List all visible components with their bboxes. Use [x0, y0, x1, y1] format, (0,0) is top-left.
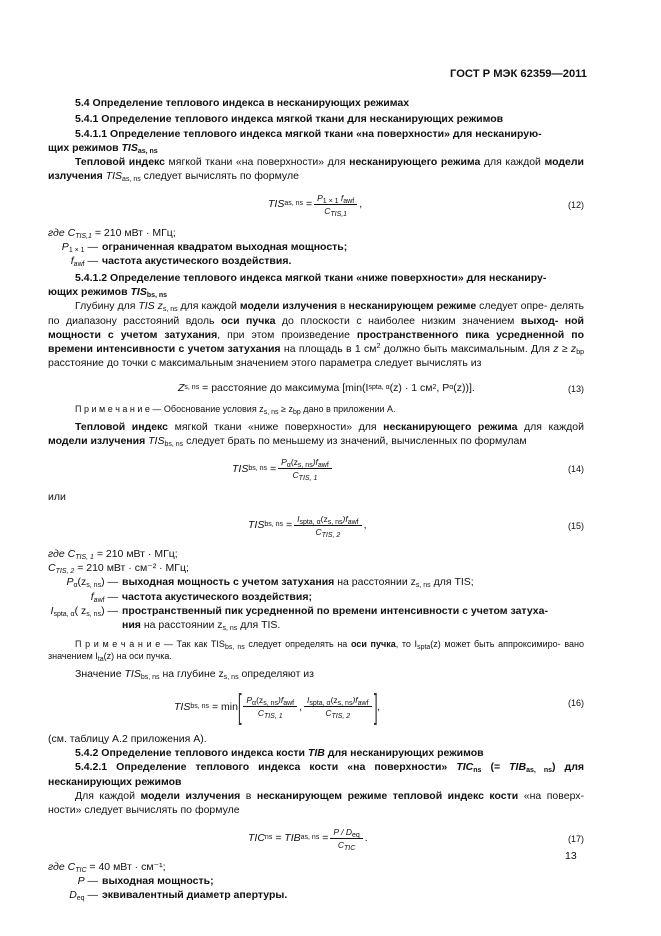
note-2: П р и м е ч а н и е — Так как $TIS_{bs, ns}$ следует определять на оси пучка, то $I_{spta}(z)$ может быть аппроксимиро- вано значением $I_{ta}(z)$ на оси пучка.: [48, 639, 584, 664]
page-header: ГОСТ Р МЭК 62359—2011: [450, 68, 587, 80]
equation-14: TIS bs, ns = $P_\alpha(z_{s, ns})f_{awf}$ $C_{TIS, 1}$ (14): [232, 457, 584, 483]
definitions-eq14-15: где $C_{TIS, 1} = 210$ мВт · МГц; $C_{TIS, 2} = 210$ мВт · см⁻² · МГц; $P_\alpha(z_{s, ns})$ — выходная мощность с учетом затухания на расстоянии $z_{s, ns}$ для TIS; $f_{awf}$ — частота акустического воздействия; $I_{spta, \alpha}$( $z_{s, ns}$) — пространственный пик усредненной по времени интенсивности с учетом затуха- ния на расстоянии $z_{s, ns}$ для TIS.: [48, 547, 548, 633]
paragraph-tis-as: Тепловой индекс мягкой ткани «на поверхности» для несканирующего режима для каждой модели излучения $TIS_{as, ns}$ следует вычислять по формуле: [48, 156, 585, 184]
paragraph-tis-value: Значение $TIS_{bs, ns}$ на глубине $z_{s, ns}$ определяют из: [75, 668, 314, 682]
section-5-4-2-heading: 5.4.2 Определение теплового индекса кости TIB для несканирующих режимов: [75, 747, 484, 760]
paragraph-tic: Для каждой модели излучения в несканирующем режиме тепловой индекс кости «на поверх- ности» следует вычислять по формуле: [48, 789, 585, 817]
equation-12-number: (12): [567, 199, 584, 210]
equation-15-number: (15): [567, 520, 584, 531]
section-5-4-1-1-heading: 5.4.1.1 Определение теплового индекса мягкой ткани «на поверхности» для несканирую-: [75, 127, 542, 140]
section-5-4-2-1-heading: 5.4.2.1 Определение теплового индекса кости «на поверхности» $TIC_{ns}$ (= $TIB_{as, ns}$) для несканирующих режимов: [48, 761, 585, 788]
paragraph-table-ref: (см. таблицу А.2 приложения А).: [48, 732, 207, 745]
note-1: П р и м е ч а н и е — Обоснование условия $z_{s, ns} \ge z_{bp}$ дано в приложении А.: [75, 403, 396, 416]
section-5-4-1-1-heading-cont: щих режимов $TIS_{as, ns}$: [48, 141, 158, 155]
equation-17: TIC ns = TIB as, ns = P / $D_{eq}$ $C_{TIC}$ . (17): [248, 826, 584, 852]
equation-14-number: (14): [567, 464, 584, 475]
section-5-4-1-heading: 5.4.1 Определение теплового индекса мягкой ткани для несканирующих режимов: [75, 113, 504, 126]
section-5-4-1-2-heading-cont: ющих режимов $TIS_{bs, ns}$: [48, 285, 168, 299]
or-text: или: [48, 491, 66, 504]
section-5-4-1-2-heading: 5.4.1.2 Определение теплового индекса мягкой ткани «ниже поверхности» для несканиру-: [75, 271, 547, 284]
equation-16: TIS bs, ns = min [ $P_\alpha(z_{s, ns})f_{awf}$ $C_{TIS, 1}$ , $I_{spta, \alpha}(z_{s, ns})f_{awf}$ $C_{TIS, 2}$ ] , (16): [174, 687, 584, 726]
equation-16-number: (16): [567, 697, 584, 708]
paragraph-tis-bs: Тепловой индекс мягкой ткани «ниже поверхности» для несканирующего режима для каждой модели излучения $TIS_{bs, ns}$ следует брать по меньшему из значений, вычисленных по формулам: [48, 420, 584, 449]
paragraph-depth: Глубину для TIS $z_{s, ns}$ для каждой модели излучения в несканирующем режиме следует опре- делять по диапазону расстояний вдоль оси пучка до плоскости с наиболее низким значением выход- ной мощности с учетом затухания, при этом произведение пространственного пика усредненной по времени интенсивности с учетом затухания на площадь в 1 $см^2$ должно быть максимальным. Для $z \ge z_{bp}$ расстояние до точки с максимальным значением этого параметра следует вычислять из: [48, 300, 585, 370]
equation-15: TIS bs, ns = $I_{spta, \alpha}(z_{s, ns})f_{awf}$ $C_{TIS, 2}$ , (15): [248, 513, 584, 539]
document-body: [48, 96, 584, 904]
definitions-eq12: где $C_{TIS,1} = 210$ мВт · МГц; $P_{1 \times 1}$ — ограниченная квадратом выходная мощность; $f_{awf}$ — частота акустического воздействия.: [48, 226, 348, 269]
equation-17-number: (17): [567, 833, 584, 844]
equation-13: Z s, ns = расстояние до максимума [min(I spta, α (z) · 1 см 2 , P α (z))]. (13): [48, 377, 584, 399]
equation-13-number: (13): [567, 383, 584, 394]
section-5-4-heading: 5.4 Определение теплового индекса в несканирующих режимах: [75, 97, 410, 109]
definitions-eq17: где $C_{TIC} = 40$ мВт · см⁻¹; P — выходная мощность; $D_{eq}$ — эквивалентный диаметр апертуры.: [48, 860, 288, 903]
page-number: 13: [565, 850, 577, 862]
equation-12: TIS as, ns = $P_{1 \times 1}$ $f_{awf}$ $C_{TIS,1}$ , (12): [268, 192, 584, 218]
